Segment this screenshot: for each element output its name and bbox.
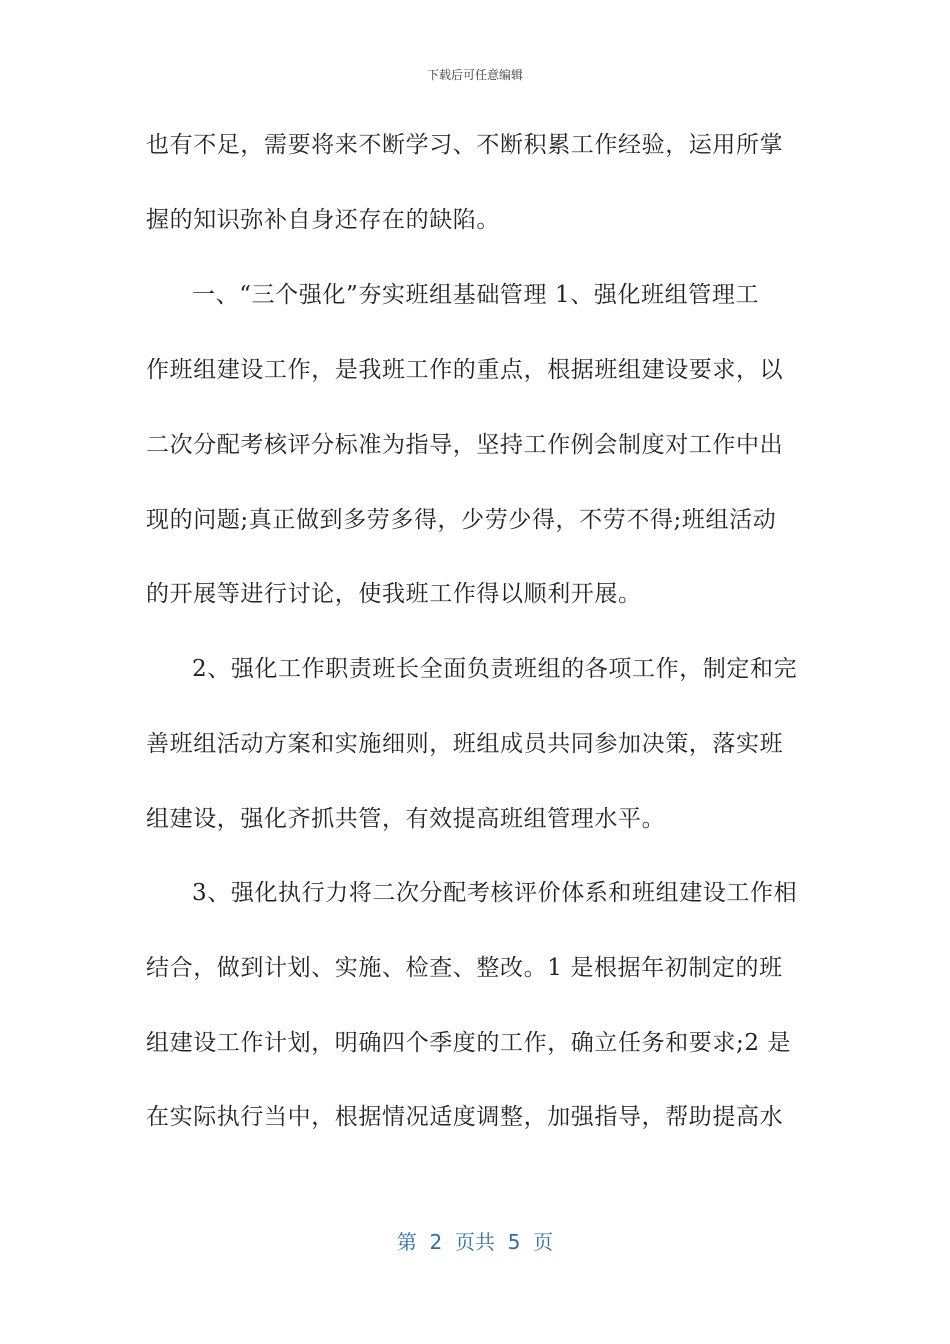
- text-line: 结合，做到计划、实施、检查、整改。1 是根据年初制定的班: [146, 955, 783, 981]
- page-number-footer: 第 2 页共 5 页: [396, 1230, 554, 1254]
- text-line: 组建设工作计划，明确四个季度的工作，确立任务和要求;2 是: [146, 1030, 792, 1056]
- text-line: 在实际执行当中，根据情况适度调整，加强指导，帮助提高水: [146, 1104, 784, 1130]
- text-line: 2、强化工作职责班长全面负责班组的各项工作，制定和完: [192, 656, 798, 682]
- text-line: 善班组活动方案和实施细则，班组成员共同参加决策，落实班: [146, 731, 784, 757]
- text-line: 组建设，强化齐抓共管，有效提高班组管理水平。: [146, 806, 666, 832]
- text-line: 握的知识弥补自身还存在的缺陷。: [146, 207, 500, 233]
- text-line: 作班组建设工作，是我班工作的重点，根据班组建设要求，以: [146, 357, 784, 383]
- page-header-note: 下载后可任意编辑: [426, 68, 523, 82]
- text-line: 的开展等进行讨论，使我班工作得以顺利开展。: [146, 581, 642, 607]
- text-line: 一、“三个强化”夯实班组基础管理 1、强化班组管理工: [192, 282, 760, 308]
- text-line: 现的问题;真正做到多劳多得，少劳少得，不劳不得;班组活动: [146, 507, 777, 533]
- text-line: 二次分配考核评分标准为指导，坚持工作例会制度对工作中出: [146, 432, 784, 458]
- text-line: 3、强化执行力将二次分配考核评价体系和班组建设工作相: [192, 880, 798, 906]
- text-line: 也有不足，需要将来不断学习、不断积累工作经验，运用所掌: [146, 132, 784, 158]
